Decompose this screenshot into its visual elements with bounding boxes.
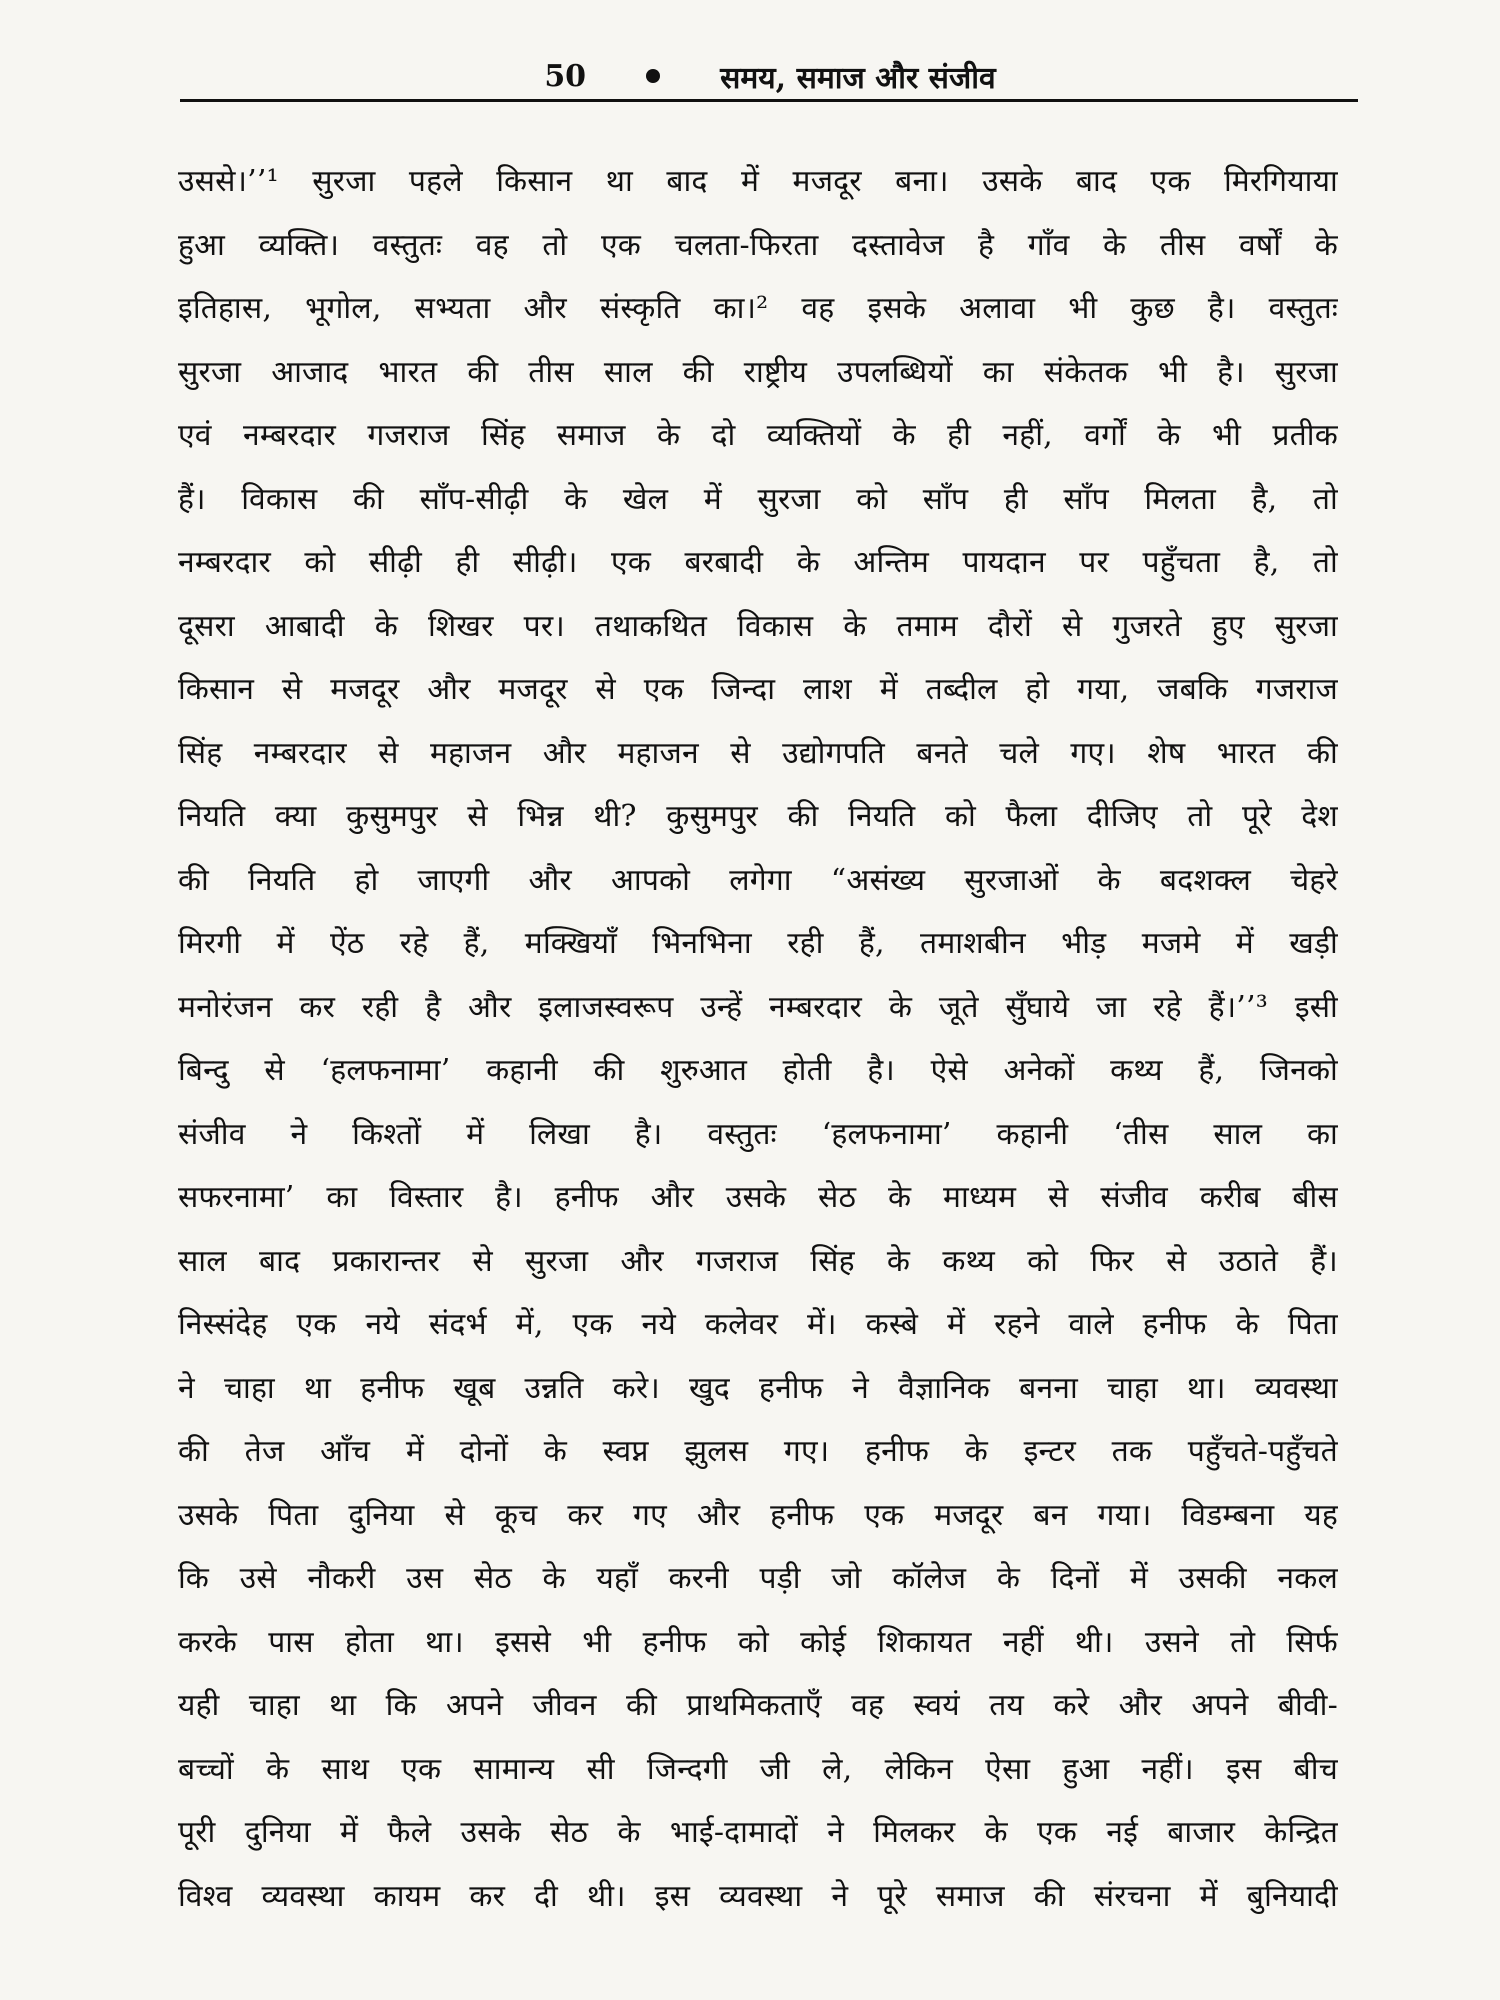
running-header: [185, 46, 1355, 106]
text-line: विश्व व्यवस्था कायम कर दी थी। इस व्यवस्था ने पूरे समाज की संरचना में बुनियादी: [178, 1878, 1338, 1914]
text-line: मनोरंजन कर रही है और इलाजस्वरूप उन्हें नम्बरदार के जूते सुँघाये जा रहे हैं।’’³ इसी: [178, 989, 1338, 1025]
text-line: एवं नम्बरदार गजराज सिंह समाज के दो व्यक्तियों के ही नहीं, वर्गों के भी प्रतीक: [178, 418, 1338, 453]
text-line: सिंह नम्बरदार से महाजन और महाजन से उद्योगपति बनते चले गए। शेष भारत की: [178, 735, 1338, 771]
text-line: सफरनामा’ का विस्तार है। हनीफ और उसके सेठ के माध्यम से संजीव करीब बीस: [178, 1180, 1338, 1215]
text-line: बच्चों के साथ एक सामान्य सी जिन्दगी जी ले, लेकिन ऐसा हुआ नहीं। इस बीच: [178, 1751, 1338, 1787]
text-line: संजीव ने किश्तों में लिखा है। वस्तुतः ‘हलफनामा’ कहानी ‘तीस साल का: [178, 1116, 1338, 1152]
text-line: सुरजा आजाद भारत की तीस साल की राष्ट्रीय उपलब्धियों का संकेतक भी है। सुरजा: [178, 354, 1338, 390]
text-line: बिन्दु से ‘हलफनामा’ कहानी की शुरुआत होती है। ऐसे अनेकों कथ्य हैं, जिनको: [178, 1053, 1338, 1088]
text-line: करके पास होता था। इससे भी हनीफ को कोई शिकायत नहीं थी। उसने तो सिर्फ: [178, 1624, 1338, 1660]
text-line: मिरगी में ऐंठ रहे हैं, मक्खियाँ भिनभिना रही हैं, तमाशबीन भीड़ मजमे में खड़ी: [178, 926, 1338, 961]
page-number: 50: [544, 58, 587, 94]
text-line: हुआ व्यक्ति। वस्तुतः वह तो एक चलता-फिरता दस्तावेज है गाँव के तीस वर्षों के: [178, 227, 1338, 263]
text-line: की नियति हो जाएगी और आपको लगेगा “असंख्य सुरजाओं के बदशक्ल चेहरे: [178, 862, 1338, 898]
text-line: उससे।’’¹ सुरजा पहले किसान था बाद में मजदूर बना। उसके बाद एक मिरगियाया: [178, 164, 1338, 199]
text-line: हैं। विकास की साँप-सीढ़ी के खेल में सुरजा को साँप ही साँप मिलता है, तो: [178, 481, 1338, 517]
text-line: ने चाहा था हनीफ खूब उन्नति करे। खुद हनीफ ने वैज्ञानिक बनना चाहा था। व्यवस्था: [178, 1370, 1338, 1406]
text-line: यही चाहा था कि अपने जीवन की प्राथमिकताएँ वह स्वयं तय करे और अपने बीवी-: [178, 1688, 1338, 1723]
text-line: किसान से मजदूर और मजदूर से एक जिन्दा लाश में तब्दील हो गया, जबकि गजराज: [178, 672, 1338, 707]
text-line: कि उसे नौकरी उस सेठ के यहाँ करनी पड़ी जो कॉलेज के दिनों में उसकी नकल: [178, 1561, 1338, 1596]
running-title: समय, समाज और संजीव: [720, 60, 996, 96]
bullet-separator: [646, 69, 660, 83]
header-rule: [180, 99, 1358, 102]
text-line: साल बाद प्रकारान्तर से सुरजा और गजराज सिंह के कथ्य को फिर से उठाते हैं।: [178, 1243, 1338, 1279]
body-text: [178, 150, 1338, 1928]
text-line: पूरी दुनिया में फैले उसके सेठ के भाई-दामादों ने मिलकर के एक नई बाजार केन्द्रित: [178, 1815, 1338, 1850]
text-line: निस्संदेह एक नये संदर्भ में, एक नये कलेवर में। कस्बे में रहने वाले हनीफ के पिता: [178, 1307, 1338, 1342]
text-line: की तेज आँच में दोनों के स्वप्न झुलस गए। हनीफ के इन्टर तक पहुँचते-पहुँचते: [178, 1434, 1338, 1469]
text-line: उसके पिता दुनिया से कूच कर गए और हनीफ एक मजदूर बन गया। विडम्बना यह: [178, 1497, 1338, 1533]
text-line: दूसरा आबादी के शिखर पर। तथाकथित विकास के तमाम दौरों से गुजरते हुए सुरजा: [178, 608, 1338, 644]
text-line: नम्बरदार को सीढ़ी ही सीढ़ी। एक बरबादी के अन्तिम पायदान पर पहुँचता है, तो: [178, 545, 1338, 580]
text-line: इतिहास, भूगोल, सभ्यता और संस्कृति का।² वह इसके अलावा भी कुछ है। वस्तुतः: [178, 291, 1338, 326]
text-line: नियति क्या कुसुमपुर से भिन्न थी? कुसुमपुर की नियति को फैला दीजिए तो पूरे देश: [178, 799, 1338, 834]
